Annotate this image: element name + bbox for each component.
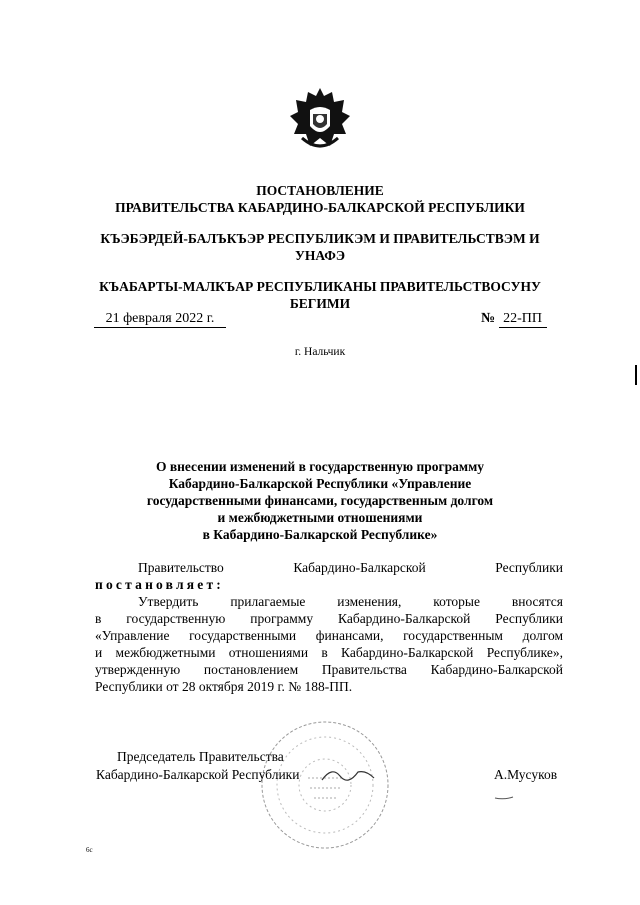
number-sign: № bbox=[481, 311, 496, 326]
document-type: ПОСТАНОВЛЕНИЕ bbox=[256, 183, 384, 198]
title-line5: в Кабардино-Балкарской Республике» bbox=[202, 527, 438, 542]
title-line1: О внесении изменений в государственную программу bbox=[155, 459, 485, 474]
body-line1: Утвердить прилагаемые изменения, которые вносятся bbox=[138, 594, 563, 609]
issuer-ru: ПРАВИТЕЛЬСТВА КАБАРДИНО-БАЛКАРСКОЙ РЕСПУБЛИКИ bbox=[115, 200, 525, 215]
body-line6: Республики от 28 октября 2019 г. № 188-ПП. bbox=[95, 679, 353, 694]
body-line2: в государственную программу Кабардино-Балкарской Республики bbox=[95, 611, 563, 626]
document-date: 21 февраля 2022 г. bbox=[94, 310, 226, 328]
body-line5: утвержденную постановлением Правительства Кабардино-Балкарской bbox=[95, 662, 563, 677]
preamble-line bbox=[138, 559, 563, 576]
document-number: 22-ПП bbox=[499, 310, 547, 328]
scan-edge-mark bbox=[635, 365, 637, 385]
title-line2: Кабардино-Балкарской Республики «Управление bbox=[168, 476, 472, 491]
document-number-block bbox=[481, 310, 547, 328]
body-line4: и межбюджетными отношениями в Кабардино-Балкарской Республике», bbox=[95, 645, 563, 660]
decree-word: постановляет: bbox=[95, 577, 224, 592]
issuer-krc-line1: КЪАБАРТЫ-МАЛКЪАР РЕСПУБЛИКАНЫ ПРАВИТЕЛЬСТВОСУНУ bbox=[99, 279, 541, 294]
signature-flourish bbox=[494, 788, 514, 794]
title-line3: государственными финансами, государственным долгом bbox=[146, 493, 494, 508]
issuer-krc-line2: БЕГИМИ bbox=[289, 296, 351, 311]
body-line3: «Управление государственными финансами, государственным долгом bbox=[95, 628, 563, 643]
issuer-kbd-line2: УНАФЭ bbox=[294, 248, 346, 263]
footer-mark: 6с bbox=[86, 846, 93, 854]
signatory-name: А.Мусуков bbox=[494, 767, 558, 782]
signatory-title-line2: Кабардино-Балкарской Республики bbox=[96, 767, 300, 782]
signatory-title-line1: Председатель Правительства bbox=[117, 749, 284, 764]
handwritten-signature bbox=[318, 762, 378, 788]
title-line4: и межбюджетными отношениями bbox=[217, 510, 423, 525]
coat-of-arms-emblem bbox=[288, 86, 352, 156]
issuer-kbd-line1: КЪЭБЭРДЕЙ-БАЛЪКЪЭР РЕСПУБЛИКЭМ И ПРАВИТЕЛЬСТВЭМ И bbox=[100, 231, 540, 246]
preamble-word-3: Республики bbox=[495, 560, 563, 575]
preamble-word-1: Правительство bbox=[138, 560, 224, 575]
city: г. Нальчик bbox=[294, 346, 346, 358]
preamble-word-2: Кабардино-Балкарской bbox=[293, 560, 426, 575]
